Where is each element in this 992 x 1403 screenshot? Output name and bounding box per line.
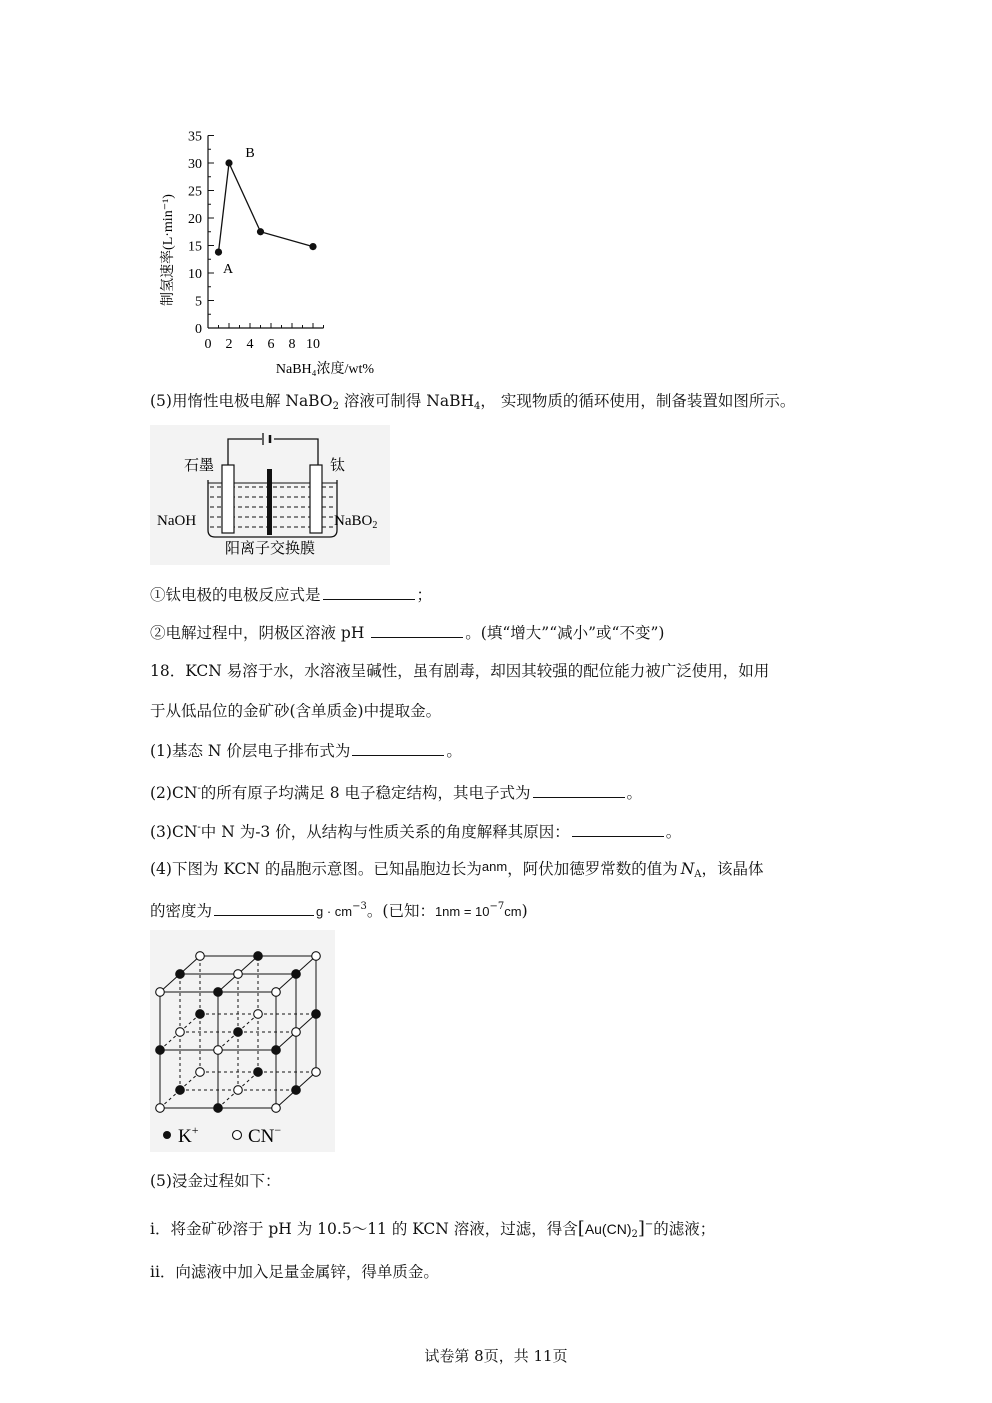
data-point bbox=[215, 249, 222, 256]
answer-blank[interactable] bbox=[572, 821, 664, 837]
cn-ion bbox=[196, 1068, 205, 1077]
k-ion bbox=[312, 1010, 321, 1019]
y-tick-label: 30 bbox=[188, 157, 202, 172]
q18-part2-text: 的所有原子均满足 8 电子稳定结构，其电子式为 bbox=[200, 784, 531, 802]
q18-part3-end: 。 bbox=[665, 823, 682, 841]
q18-part4-line1 bbox=[150, 856, 764, 886]
k-ion bbox=[214, 988, 223, 997]
x-tick-label: 8 bbox=[288, 337, 296, 352]
x-tick-label: 4 bbox=[246, 337, 254, 352]
right-solution-text: NaBO bbox=[334, 513, 373, 529]
q18-part3-sup: - bbox=[197, 822, 201, 833]
q18-part5-step-ii: ii．向滤液中加入足量金属锌，得单质金。 bbox=[150, 1263, 439, 1281]
q18-part2 bbox=[150, 778, 642, 804]
cn-ion bbox=[272, 1104, 281, 1113]
cn-ion-legend-sup: − bbox=[274, 1123, 282, 1137]
answer-blank[interactable] bbox=[323, 584, 415, 600]
right-solution-sub: 2 bbox=[372, 520, 378, 531]
cn-ion bbox=[156, 988, 165, 997]
q18-part4-na: N bbox=[680, 860, 695, 878]
q18-part1-end: 。 bbox=[446, 742, 462, 760]
q18-part2-cn: (2)CN bbox=[150, 784, 198, 802]
q5-item-1-end: ； bbox=[416, 586, 433, 604]
answer-blank[interactable] bbox=[371, 622, 463, 638]
k-ion bbox=[214, 1104, 223, 1113]
k-ion bbox=[254, 1068, 263, 1077]
cn-ion bbox=[176, 1028, 185, 1037]
x-axis-label: NaBH₄浓度/wt% bbox=[275, 362, 375, 377]
q18-part2-sup: - bbox=[197, 783, 201, 794]
complex-sub: 2 bbox=[631, 1229, 638, 1240]
cn-ion bbox=[292, 1028, 301, 1037]
step-i-end: 的滤液； bbox=[653, 1220, 716, 1238]
k-ion bbox=[292, 970, 301, 979]
kcn-unit-cell-diagram bbox=[150, 930, 335, 1152]
cn-ion bbox=[234, 1086, 243, 1095]
data-point bbox=[309, 243, 316, 250]
y-tick-label: 35 bbox=[188, 129, 202, 145]
q18-part5-title: (5)浸金过程如下： bbox=[150, 1172, 281, 1190]
q18-part4-line2 bbox=[150, 896, 528, 923]
k-ion-legend-sup: + bbox=[191, 1123, 199, 1137]
y-tick-label: 15 bbox=[188, 239, 202, 255]
q5-mid: 溶液可制得 NaBH bbox=[338, 392, 475, 410]
x-tick-label: 0 bbox=[204, 337, 212, 352]
bracket-right: ] bbox=[637, 1218, 645, 1239]
q18-part3-text: 中 N 为-3 价，从结构与性质关系的角度解释其原因： bbox=[200, 823, 570, 841]
x-tick-label: 10 bbox=[306, 337, 320, 352]
data-point bbox=[225, 159, 232, 166]
q18-part4-text-d: 的密度为 bbox=[150, 902, 213, 920]
k-ion bbox=[176, 1086, 185, 1095]
q18-part4-anm: anm bbox=[481, 859, 508, 874]
q18-part4-text-c: ，该晶体 bbox=[701, 860, 764, 878]
y-tick-label: 0 bbox=[195, 322, 202, 337]
y-axis-label: 制氢速率(L·min⁻¹) bbox=[161, 194, 176, 306]
q18-part1-text: (1)基态 N 价层电子排布式为 bbox=[150, 742, 351, 760]
k-ion bbox=[176, 970, 185, 979]
y-tick-label: 5 bbox=[195, 294, 202, 310]
left-electrode-label: 石墨 bbox=[184, 458, 215, 474]
membrane-label: 阳离子交换膜 bbox=[224, 541, 316, 557]
q18-part3 bbox=[150, 817, 681, 843]
page-footer: 试卷第 8页，共 11页 bbox=[424, 1347, 568, 1365]
k-ion bbox=[234, 1028, 243, 1037]
q5-item-2-end: 。(填“增大”“减小”或“不变”) bbox=[465, 624, 665, 642]
answer-blank[interactable] bbox=[214, 900, 314, 916]
q18-part5-step-i bbox=[150, 1214, 715, 1246]
cn-ion bbox=[214, 1046, 223, 1055]
q5-sub4: 4 bbox=[474, 401, 481, 412]
answer-blank[interactable] bbox=[533, 782, 625, 798]
q18-part4-unit: g · cm bbox=[316, 904, 353, 919]
cn-ion bbox=[156, 1104, 165, 1113]
q5-suffix: ， 实现物质的循环使用，制备装置如图所示。 bbox=[480, 392, 796, 410]
complex-formula: Au(CN) bbox=[584, 1221, 632, 1237]
q18-part3-cn: (3)CN bbox=[150, 823, 198, 841]
cn-ion bbox=[196, 952, 205, 961]
series-line bbox=[219, 163, 314, 252]
q5-prefix: (5)用惰性电极电解 NaBO bbox=[150, 392, 333, 410]
k-ion bbox=[156, 1046, 165, 1055]
k-ion bbox=[196, 1010, 205, 1019]
step-i-text: i．将金矿砂溶于 pH 为 10.5～11 的 KCN 溶液，过滤，得含 bbox=[150, 1220, 578, 1238]
answer-blank[interactable] bbox=[352, 740, 444, 756]
q18-part4-na-sub: A bbox=[694, 869, 702, 880]
y-tick-label: 20 bbox=[188, 212, 202, 227]
q18-part4-text-a: (4)下图为 KCN 的晶胞示意图。已知晶胞边长为 bbox=[150, 860, 482, 878]
right-solution-label bbox=[334, 513, 377, 531]
crystal-atoms bbox=[156, 952, 321, 1113]
cn-ion bbox=[312, 952, 321, 961]
q18-part4-known-sup: −7 bbox=[489, 901, 505, 912]
left-solution-label: NaOH bbox=[157, 513, 197, 529]
q18-part4-close: ) bbox=[521, 902, 528, 920]
q5-item-1 bbox=[150, 584, 432, 606]
k-ion bbox=[292, 1086, 301, 1095]
data-point bbox=[257, 228, 264, 235]
point-label-a: A bbox=[222, 262, 234, 277]
q18-part4-known: 1nm = 10 bbox=[434, 904, 490, 919]
q5-item-1-text: ①钛电极的电极反应式是 bbox=[150, 586, 321, 604]
y-tick-label: 10 bbox=[188, 267, 202, 282]
q18-part4-known-unit: cm bbox=[504, 904, 522, 919]
cn-ion-legend-icon bbox=[233, 1131, 242, 1140]
chart-axes bbox=[188, 130, 324, 353]
cn-ion bbox=[312, 1068, 321, 1077]
complex-sup: − bbox=[644, 1219, 654, 1230]
cn-ion bbox=[272, 988, 281, 997]
k-ion bbox=[254, 952, 263, 961]
q18-part2-end: 。 bbox=[626, 784, 643, 802]
bracket-left: [ bbox=[577, 1218, 585, 1239]
hydrogen-rate-chart bbox=[150, 125, 450, 380]
k-ion bbox=[272, 1046, 281, 1055]
cn-ion bbox=[234, 970, 243, 979]
q18-part4-text-b: ，阿伏加德罗常数的值为 bbox=[507, 860, 678, 878]
cn-ion-legend-text: CN bbox=[248, 1126, 275, 1147]
electrolysis-cell-diagram bbox=[150, 425, 390, 565]
x-tick-label: 6 bbox=[267, 337, 275, 352]
q18-stem-line1: 18．KCN 易溶于水，水溶液呈碱性，虽有剧毒，却因其较强的配位能力被广泛使用，如用 bbox=[150, 662, 770, 680]
q5-item-2-text: ②电解过程中，阴极区溶液 pH bbox=[150, 624, 370, 642]
q5-sub2: 2 bbox=[332, 401, 339, 412]
right-electrode-label: 钛 bbox=[330, 458, 346, 474]
y-tick-label: 25 bbox=[188, 184, 202, 200]
q18-part1 bbox=[150, 740, 462, 762]
point-label-b: B bbox=[245, 146, 255, 161]
q5-item-2 bbox=[150, 622, 664, 644]
x-tick-label: 2 bbox=[225, 337, 233, 352]
k-ion-legend-text: K bbox=[178, 1126, 192, 1147]
cn-ion bbox=[254, 1010, 263, 1019]
q18-stem-line2: 于从低品位的金矿砂(含单质金)中提取金。 bbox=[150, 702, 442, 720]
q5-intro bbox=[150, 390, 795, 418]
k-ion-legend-icon bbox=[163, 1131, 171, 1139]
q18-part4-unit-sup: −3 bbox=[352, 901, 367, 912]
q18-part4-text-e: 。(已知： bbox=[366, 902, 435, 920]
chart-marks bbox=[215, 159, 317, 255]
